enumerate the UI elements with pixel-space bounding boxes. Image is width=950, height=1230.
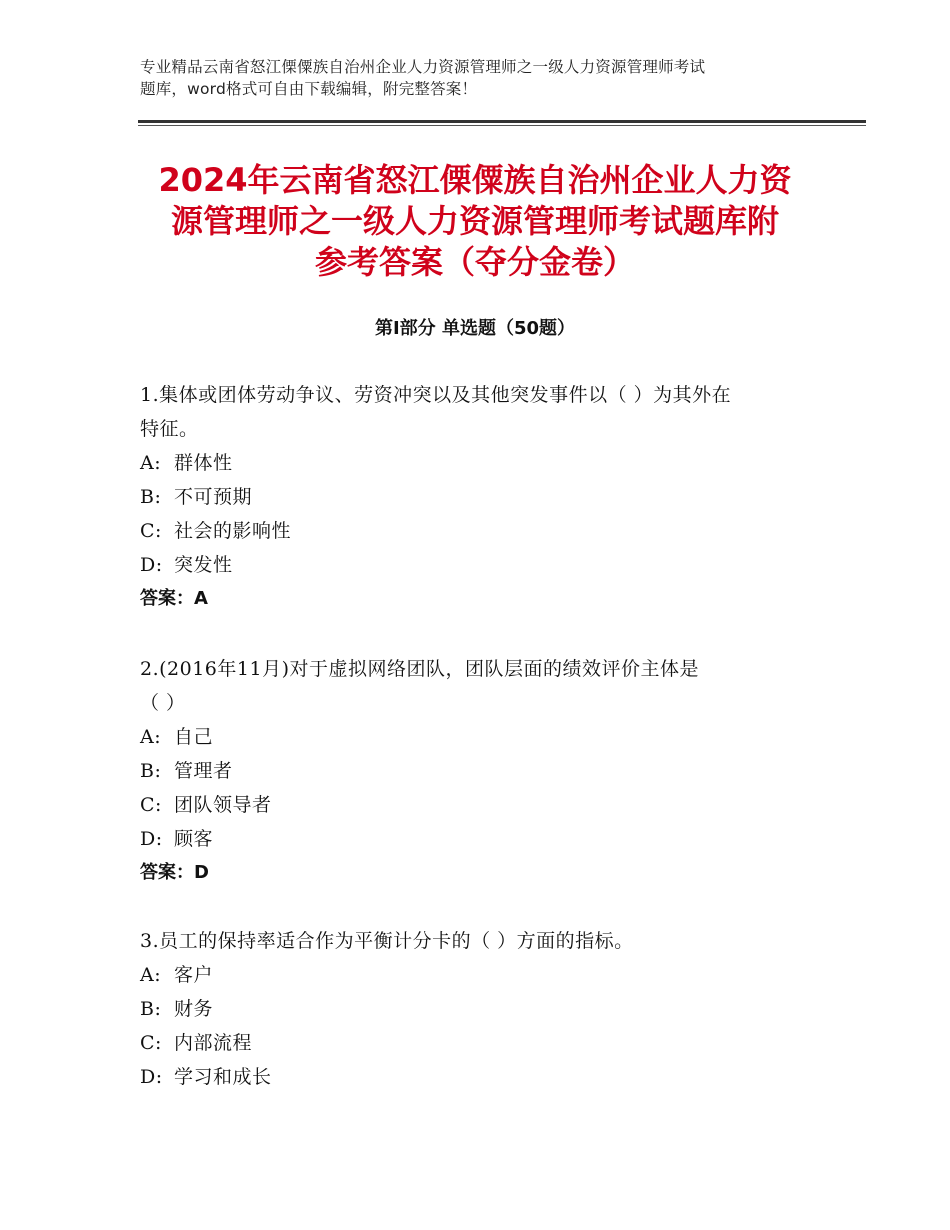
option-d <box>140 1060 830 1094</box>
question-stem <box>140 924 830 958</box>
option-text: 社会的影响性 <box>174 520 292 542</box>
option-c <box>140 1026 830 1060</box>
option-letter: B: <box>140 998 162 1020</box>
answer-line: 答案：D <box>140 862 209 883</box>
document-title-line-3: 参考答案（夺分金卷） <box>314 243 635 281</box>
document-title-line-1: 2024年云南省怒江傈僳族自治州企业人力资 <box>158 161 792 199</box>
question-stem <box>140 652 830 720</box>
option-letter: D: <box>140 828 163 850</box>
option-text: 群体性 <box>174 452 233 474</box>
header-note <box>140 56 820 100</box>
header-note-line-1: 专业精品云南省怒江傈僳族自治州企业人力资源管理师之一级人力资源管理师考试 <box>140 58 706 76</box>
option-text: 团队领导者 <box>174 794 272 816</box>
option-letter: A: <box>140 726 162 748</box>
header-rule-thick <box>138 120 866 123</box>
question-3 <box>140 924 830 1094</box>
answer-line: 答案：A <box>140 588 208 609</box>
header-rule-thin <box>138 125 866 126</box>
option-d <box>140 822 830 856</box>
question-stem <box>140 378 830 446</box>
option-text: 财务 <box>174 998 214 1020</box>
option-letter: A: <box>140 452 162 474</box>
section-title: 第Ⅰ部分 单选题（50题） <box>374 318 575 339</box>
option-letter: D: <box>140 554 163 576</box>
document-title <box>120 160 830 283</box>
question-stem-line-1: 3.员工的保持率适合作为平衡计分卡的（ ）方面的指标。 <box>140 930 634 952</box>
option-a <box>140 958 830 992</box>
option-text: 客户 <box>174 964 214 986</box>
option-c <box>140 514 830 548</box>
header-note-line-2: 题库，word格式可自由下载编辑，附完整答案！ <box>140 80 478 98</box>
question-2 <box>140 652 830 890</box>
option-b <box>140 754 830 788</box>
option-a <box>140 720 830 754</box>
document-title-line-2: 源管理师之一级人力资源管理师考试题库附 <box>170 202 779 240</box>
question-stem-line-2: （ ） <box>140 692 186 714</box>
option-letter: B: <box>140 760 162 782</box>
option-a <box>140 446 830 480</box>
option-text: 内部流程 <box>174 1032 253 1054</box>
option-text: 顾客 <box>174 828 214 850</box>
option-text: 不可预期 <box>174 486 253 508</box>
option-text: 管理者 <box>174 760 233 782</box>
option-c <box>140 788 830 822</box>
option-text: 突发性 <box>174 554 233 576</box>
question-stem-line-2: 特征。 <box>140 418 199 440</box>
question-stem-line-1: 2.(2016年11月)对于虚拟网络团队，团队层面的绩效评价主体是 <box>140 658 699 680</box>
option-letter: C: <box>140 1032 162 1054</box>
option-d <box>140 548 830 582</box>
option-letter: B: <box>140 486 162 508</box>
option-letter: A: <box>140 964 162 986</box>
option-letter: C: <box>140 794 162 816</box>
option-letter: D: <box>140 1066 163 1088</box>
option-text: 学习和成长 <box>174 1066 272 1088</box>
option-b <box>140 992 830 1026</box>
option-b <box>140 480 830 514</box>
option-text: 自己 <box>174 726 214 748</box>
question-stem-line-1: 1.集体或团体劳动争议、劳资冲突以及其他突发事件以（ ）为其外在 <box>140 384 732 406</box>
option-letter: C: <box>140 520 162 542</box>
question-1 <box>140 378 830 616</box>
